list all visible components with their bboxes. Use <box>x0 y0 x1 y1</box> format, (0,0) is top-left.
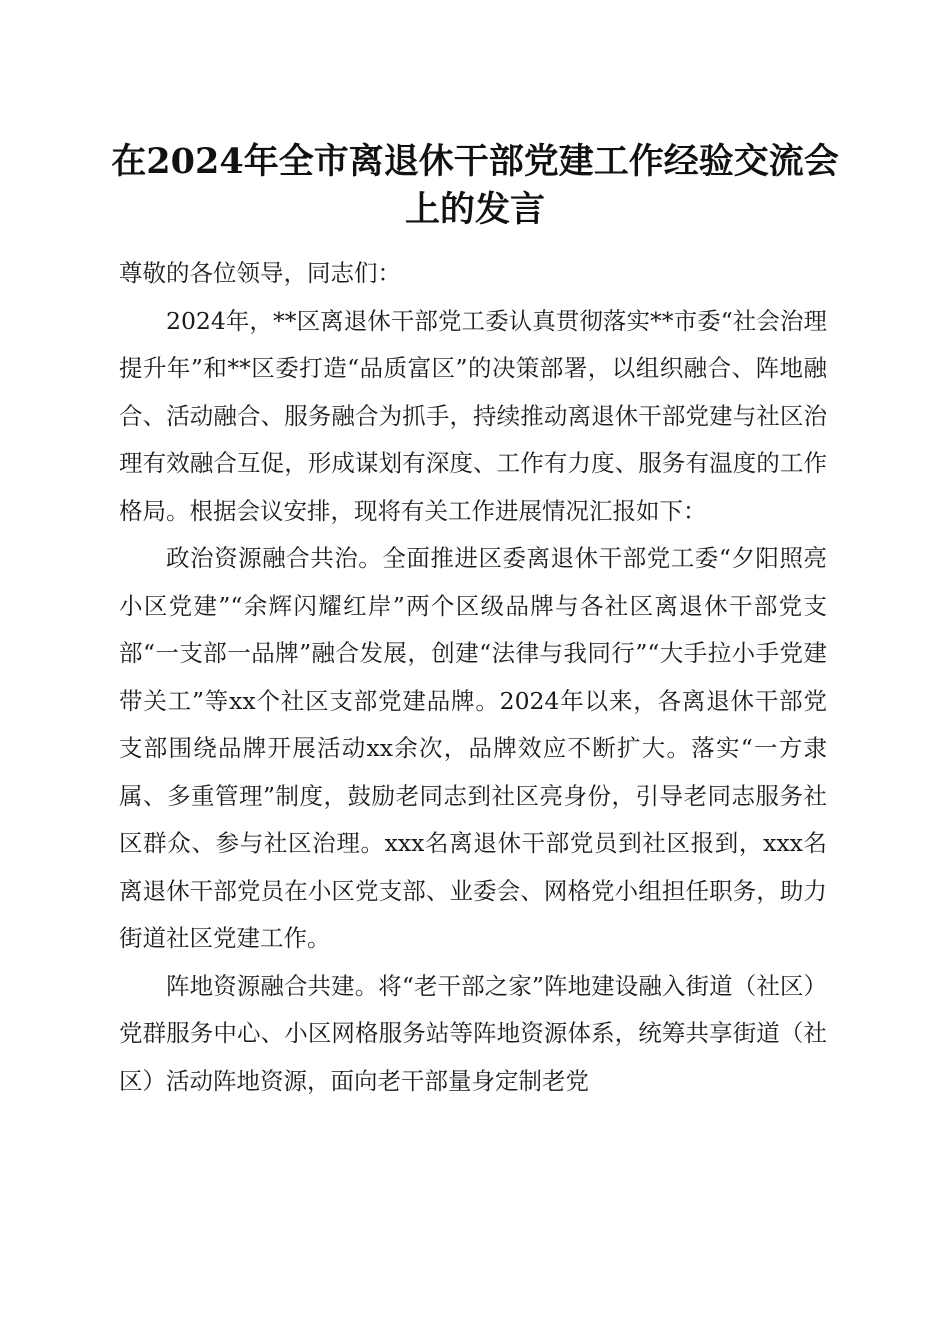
paragraph-position-resources: 阵地资源融合共建。将“老干部之家”阵地建设融入街道（社区）党群服务中心、小区网格服务站等阵地资源体系，统筹共享街道（社区）活动阵地资源，面向老干部量身定制老党 <box>119 971 827 1095</box>
paragraph-intro: 2024年，**区离退休干部党工委认真贯彻落实**市委“社会治理提升年”和**区委打造“品质富区”的决策部署，以组织融合、阵地融合、活动融合、服务融合为抓手，持续推动离退休干部党建与社区治理有效融合互促，形成谋划有深度、工作有力度、服务有温度的工作格局。根据会议安排，现将有关工作进展情况汇报如下： <box>119 306 827 525</box>
paragraph-political-resources: 政治资源融合共治。全面推进区委离退休干部党工委“夕阳照亮小区党建”“余辉闪耀红岸”两个区级品牌与各社区离退休干部党支部“一支部一品牌”融合发展，创建“法律与我同行”“大手拉小手党建带关工”等xx个社区支部党建品牌。2024年以来，各离退休干部党支部围绕品牌开展活动xx余次，品牌效应不断扩大。落实“一方隶属、多重管理”制度，鼓励老同志到社区亮身份，引导老同志服务社区群众、参与社区治理。xxx名离退休干部党员到社区报到，xxx名离退休干部党员在小区党支部、业委会、网格党小组担任职务，助力街道社区党建工作。 <box>119 544 827 952</box>
salutation: 尊敬的各位领导，同志们： <box>119 259 401 287</box>
document-body <box>119 250 827 1105</box>
document-title: 在2024年全市离退休干部党建工作经验交流会上的发言 <box>111 141 839 230</box>
